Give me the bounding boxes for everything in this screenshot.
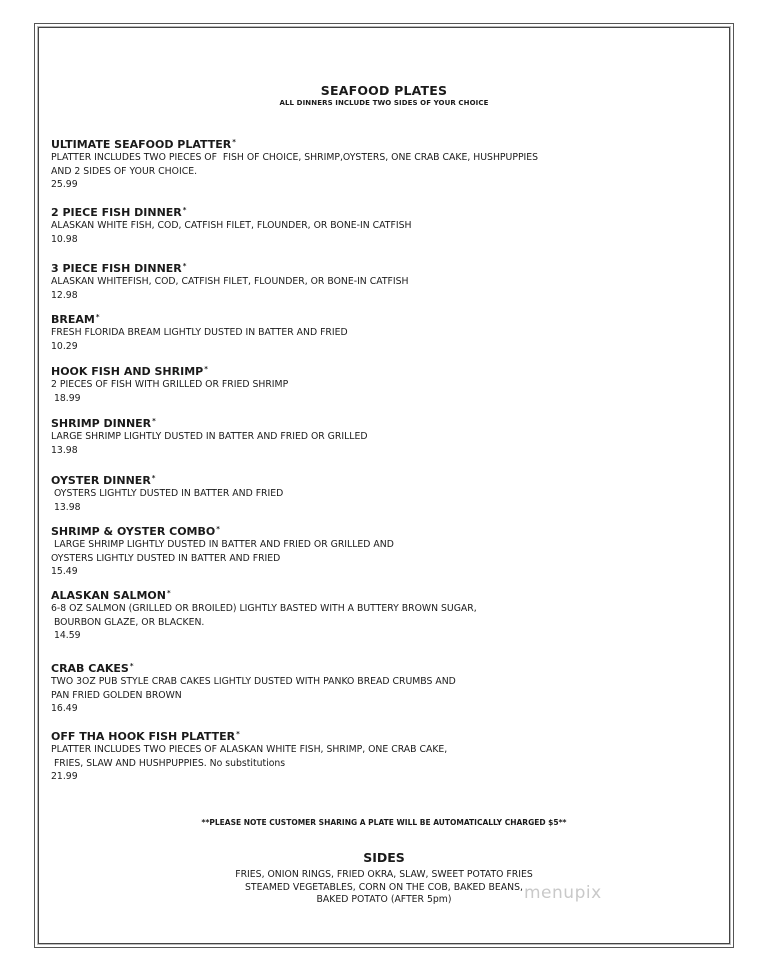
item-price: 12.98 bbox=[51, 289, 78, 301]
item-price: 10.98 bbox=[51, 233, 78, 245]
item-price: 18.99 bbox=[51, 392, 81, 404]
watermark-logo: menupix bbox=[524, 883, 602, 903]
item-price: 10.29 bbox=[51, 340, 78, 352]
item-name: SHRIMP & OYSTER COMBO* bbox=[51, 525, 220, 538]
sides-title: SIDES bbox=[363, 850, 405, 865]
item-name: ULTIMATE SEAFOOD PLATTER* bbox=[51, 138, 236, 151]
item-name: 2 PIECE FISH DINNER* bbox=[51, 206, 187, 219]
item-description: FRESH FLORIDA BREAM LIGHTLY DUSTED IN BATTER AND FRIED bbox=[51, 327, 348, 338]
menu-item bbox=[51, 136, 721, 191]
item-description: TWO 3OZ PUB STYLE CRAB CAKES LIGHTLY DUSTED WITH PANKO BREAD CRUMBS AND PAN FRIED GOLDEN BROWN bbox=[51, 676, 456, 701]
item-description: OYSTERS LIGHTLY DUSTED IN BATTER AND FRIED bbox=[51, 488, 284, 499]
sides-line: FRIES, ONION RINGS, FRIED OKRA, SLAW, SWEET POTATO FRIES bbox=[235, 869, 533, 880]
menu-page bbox=[38, 27, 730, 944]
item-name: HOOK FISH AND SHRIMP* bbox=[51, 365, 208, 378]
item-price: 15.49 bbox=[51, 566, 78, 577]
item-price: 13.98 bbox=[51, 501, 81, 513]
menu-item bbox=[51, 415, 721, 457]
item-name: BREAM* bbox=[51, 313, 100, 326]
sides-line: BAKED POTATO (AFTER 5pm) bbox=[316, 894, 452, 905]
item-price: 21.99 bbox=[51, 771, 78, 782]
menu-item bbox=[51, 587, 721, 642]
item-description: 2 PIECES OF FISH WITH GRILLED OR FRIED SHRIMP bbox=[51, 379, 289, 390]
item-description: PLATTER INCLUDES TWO PIECES OF FISH OF CHOICE, SHRIMP,OYSTERS, ONE CRAB CAKE, HUSHPUPPIES AND 2 SIDES OF YOUR CHOICE. bbox=[51, 152, 539, 177]
sharing-note: **PLEASE NOTE CUSTOMER SHARING A PLATE WILL BE AUTOMATICALLY CHARGED $5** bbox=[201, 818, 567, 827]
item-price: 13.98 bbox=[51, 444, 78, 456]
menu-item bbox=[51, 472, 721, 514]
menu-item bbox=[51, 660, 721, 715]
item-description: LARGE SHRIMP LIGHTLY DUSTED IN BATTER AND FRIED OR GRILLED bbox=[51, 431, 368, 442]
item-price: 25.99 bbox=[51, 179, 78, 190]
menu-item bbox=[51, 311, 721, 353]
item-description: 6-8 OZ SALMON (GRILLED OR BROILED) LIGHTLY BASTED WITH A BUTTERY BROWN SUGAR, BOURBON GLAZE, OR BLACKEN. bbox=[51, 603, 477, 628]
item-name: SHRIMP DINNER* bbox=[51, 417, 156, 430]
item-description: PLATTER INCLUDES TWO PIECES OF ALASKAN WHITE FISH, SHRIMP, ONE CRAB CAKE, FRIES, SLAW AND HUSHPUPPIES. No substitutions bbox=[51, 744, 448, 769]
section-subtitle: ALL DINNERS INCLUDE TWO SIDES OF YOUR CHOICE bbox=[279, 99, 489, 107]
item-price: 14.59 bbox=[51, 630, 81, 641]
item-name: OFF THA HOOK FISH PLATTER* bbox=[51, 730, 240, 743]
menu-item bbox=[51, 728, 721, 783]
menu-item bbox=[51, 204, 721, 246]
menu-item bbox=[51, 260, 721, 302]
item-description: ALASKAN WHITEFISH, COD, CATFISH FILET, FLOUNDER, OR BONE-IN CATFISH bbox=[51, 276, 409, 287]
menu-item bbox=[51, 363, 721, 405]
item-description: ALASKAN WHITE FISH, COD, CATFISH FILET, FLOUNDER, OR BONE-IN CATFISH bbox=[51, 220, 412, 231]
item-price: 16.49 bbox=[51, 703, 78, 714]
menu-item bbox=[51, 523, 721, 578]
sides-line: STEAMED VEGETABLES, CORN ON THE COB, BAKED BEANS, bbox=[245, 882, 523, 893]
item-name: 3 PIECE FISH DINNER* bbox=[51, 262, 187, 275]
item-name: ALASKAN SALMON* bbox=[51, 589, 171, 602]
section-title: SEAFOOD PLATES bbox=[320, 83, 448, 98]
item-description: LARGE SHRIMP LIGHTLY DUSTED IN BATTER AND FRIED OR GRILLED AND OYSTERS LIGHTLY DUSTED IN BATTER AND FRIED bbox=[51, 539, 394, 564]
item-name: CRAB CAKES* bbox=[51, 662, 134, 675]
item-name: OYSTER DINNER* bbox=[51, 474, 156, 487]
